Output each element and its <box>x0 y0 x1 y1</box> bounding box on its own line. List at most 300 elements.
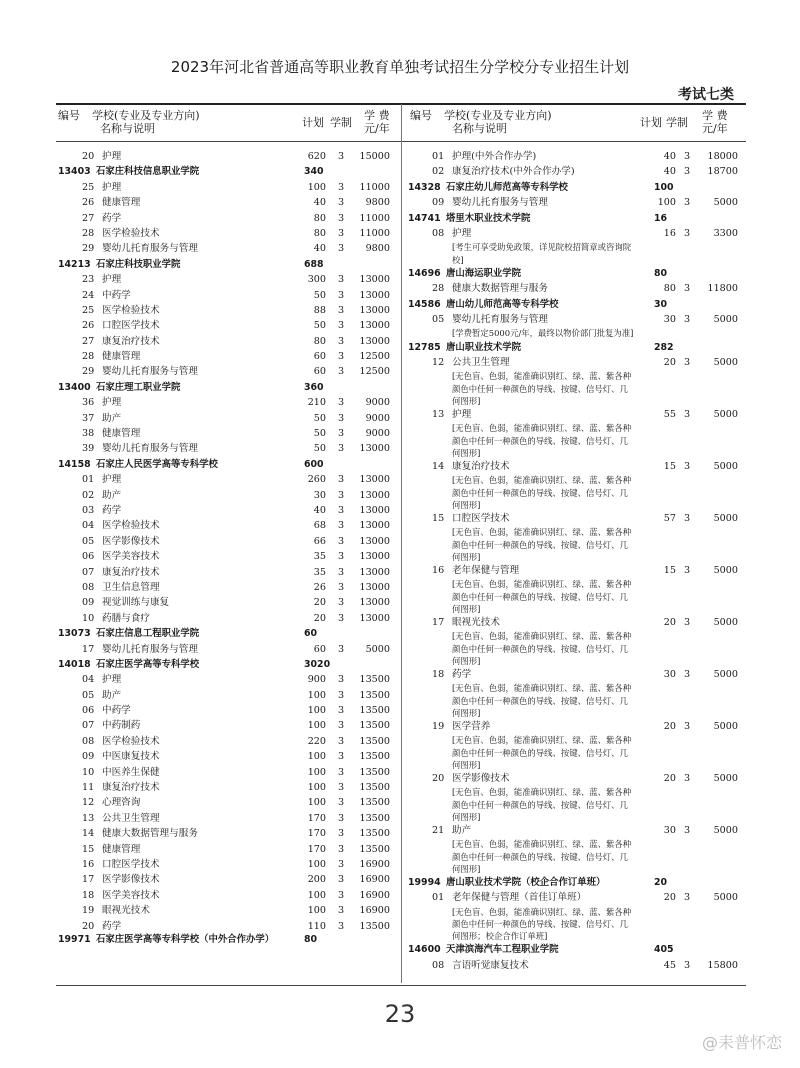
major-years: 3 <box>338 581 345 593</box>
school-name: 塔里木职业技术学院 <box>446 212 531 224</box>
major-num: 08 <box>432 227 445 239</box>
major-num: 29 <box>82 243 95 255</box>
major-plan: 20 <box>663 772 676 784</box>
major-years: 3 <box>684 151 691 162</box>
major-fee: 13500 <box>359 766 390 778</box>
major-note: [无色盲、色弱，能准确识别红、绿、蓝、紫各种颜色中任何一种颜色的导线、按键、信号灯、几何图形] <box>452 683 632 718</box>
major-years: 3 <box>684 892 691 904</box>
major-num: 04 <box>82 674 95 686</box>
major-fee: 9000 <box>365 397 390 409</box>
major-name: 老年保健与管理 <box>452 564 520 576</box>
major-num: 09 <box>82 751 95 763</box>
major-fee: 5000 <box>713 313 738 325</box>
major-fee: 9800 <box>365 197 390 209</box>
major-row <box>58 565 398 580</box>
major-plan: 50 <box>313 320 326 332</box>
major-years: 3 <box>338 443 345 455</box>
major-num: 39 <box>82 443 95 455</box>
major-fee: 9800 <box>365 243 390 255</box>
major-plan: 15 <box>663 460 676 472</box>
major-fee: 13000 <box>359 551 390 563</box>
major-years: 3 <box>338 597 345 609</box>
major-years: 3 <box>338 782 345 794</box>
major-plan: 300 <box>307 274 326 286</box>
major-years: 3 <box>338 751 345 763</box>
major-years: 3 <box>684 720 691 732</box>
school-name: 石家庄幼儿师范高等专科学校 <box>446 181 568 193</box>
major-row <box>58 703 398 718</box>
major-years: 3 <box>338 304 345 316</box>
major-plan: 100 <box>307 782 326 794</box>
major-fee: 13000 <box>359 520 390 532</box>
major-row <box>58 611 398 626</box>
major-note: [无色盲、色弱，能准确识别红、绿、蓝、紫各种颜色中任何一种颜色的导线、按键、信号灯、几何图形] <box>452 631 632 666</box>
major-plan: 40 <box>313 243 326 255</box>
major-fee: 18700 <box>707 166 738 178</box>
major-plan: 30 <box>313 489 326 501</box>
major-num: 28 <box>82 227 95 239</box>
major-years: 3 <box>338 197 345 209</box>
major-plan: 100 <box>307 751 326 763</box>
major-row <box>408 563 746 578</box>
major-name: 婴幼儿托育服务与管理 <box>102 443 198 455</box>
school-name: 石家庄信息工程职业学院 <box>96 628 200 640</box>
major-name: 健康管理 <box>102 428 141 440</box>
major-fee: 13000 <box>359 581 390 593</box>
major-years: 3 <box>684 668 691 680</box>
major-name: 医学影像技术 <box>452 772 510 784</box>
major-name: 视觉训练与康复 <box>102 597 170 609</box>
major-fee: 5000 <box>713 772 738 784</box>
school-row <box>408 297 746 312</box>
major-plan: 100 <box>307 720 326 732</box>
major-num: 28 <box>432 283 445 295</box>
major-plan: 100 <box>657 197 676 209</box>
major-name: 公共卫生管理 <box>452 356 510 368</box>
major-plan: 50 <box>313 443 326 455</box>
page-title: 2023年河北省普通高等职业教育单独考试招生分学校分专业招生计划 <box>170 58 630 76</box>
major-fee: 16900 <box>359 889 390 901</box>
major-row <box>58 441 398 456</box>
major-plan: 60 <box>313 351 326 363</box>
major-note: [无色盲、色弱，能准确识别红、绿、蓝、紫各种颜色中任何一种颜色的导线、按键、信号灯、几何图形] <box>452 371 632 406</box>
major-years: 3 <box>338 674 345 686</box>
column-divider <box>401 104 402 983</box>
major-fee: 13500 <box>359 674 390 686</box>
major-fee: 5000 <box>713 668 738 680</box>
major-plan: 100 <box>307 858 326 870</box>
major-num: 01 <box>82 474 95 486</box>
major-fee: 13000 <box>359 320 390 332</box>
header-school-left <box>92 109 200 135</box>
major-years: 3 <box>684 460 691 472</box>
school-code: 14696 <box>408 267 441 279</box>
major-plan: 60 <box>313 366 326 378</box>
major-row <box>408 149 746 164</box>
school-row <box>408 942 746 957</box>
major-name: 医学检验技术 <box>102 520 160 532</box>
major-fee: 16900 <box>359 874 390 886</box>
major-name: 心理咨询 <box>102 797 141 809</box>
major-fee: 5000 <box>713 408 738 420</box>
school-plan-total: 340 <box>304 166 324 178</box>
major-name: 中医养生保健 <box>102 766 160 778</box>
major-plan: 110 <box>307 920 326 932</box>
major-num: 15 <box>82 843 95 855</box>
major-years: 3 <box>684 356 691 368</box>
major-row <box>58 411 398 426</box>
major-plan: 200 <box>307 874 326 886</box>
major-plan: 88 <box>313 304 326 316</box>
major-name: 医学检验技术 <box>102 227 160 239</box>
major-name: 药膳与食疗 <box>102 612 150 624</box>
major-fee: 13000 <box>359 443 390 455</box>
major-num: 14 <box>82 828 95 840</box>
major-num: 37 <box>82 412 95 424</box>
major-fee: 12500 <box>359 351 390 363</box>
major-row <box>58 364 398 379</box>
header-plan-left: 计划 <box>302 116 324 129</box>
left-column <box>58 149 398 948</box>
header-fee-right <box>702 109 728 135</box>
school-code: 13073 <box>58 628 91 640</box>
major-plan: 60 <box>313 643 326 655</box>
school-row <box>58 257 398 272</box>
school-name: 唐山职业技术学院 <box>446 341 522 353</box>
header-fee-unit: 元/年 <box>364 122 390 135</box>
major-plan: 40 <box>313 197 326 209</box>
major-row <box>58 642 398 657</box>
major-plan: 50 <box>313 428 326 440</box>
major-plan: 55 <box>663 408 676 420</box>
major-name: 医学检验技术 <box>102 735 160 747</box>
major-fee: 13000 <box>359 274 390 286</box>
school-plan-total: 20 <box>654 876 668 888</box>
major-fee: 5000 <box>713 892 738 904</box>
school-code: 14600 <box>408 944 441 956</box>
major-name: 护理 <box>102 674 122 686</box>
major-num: 18 <box>82 889 95 901</box>
major-fee: 13000 <box>359 566 390 578</box>
major-name: 康复治疗技术 <box>102 782 160 794</box>
major-fee: 9000 <box>365 412 390 424</box>
school-plan-total: 405 <box>654 944 674 956</box>
major-name: 健康管理 <box>102 351 141 363</box>
major-name: 医学影像技术 <box>102 874 160 886</box>
school-code: 14213 <box>58 258 91 270</box>
major-plan: 40 <box>313 504 326 516</box>
major-num: 14 <box>432 460 445 472</box>
major-row <box>58 919 398 934</box>
major-row <box>58 349 398 364</box>
major-num: 21 <box>432 824 445 836</box>
major-fee: 3300 <box>713 227 738 239</box>
major-plan: 100 <box>307 181 326 193</box>
major-years: 3 <box>338 520 345 532</box>
major-years: 3 <box>684 408 691 420</box>
major-years: 3 <box>338 212 345 224</box>
major-row <box>58 272 398 287</box>
major-fee: 5000 <box>713 824 738 836</box>
major-row <box>58 226 398 241</box>
major-years: 3 <box>338 289 345 301</box>
major-num: 01 <box>432 151 445 162</box>
major-row <box>408 511 746 526</box>
major-num: 19 <box>432 720 445 732</box>
header-code-left: 编号 <box>58 109 80 122</box>
major-row <box>58 149 398 164</box>
major-fee: 13500 <box>359 843 390 855</box>
major-num: 17 <box>432 616 445 628</box>
major-name: 药学 <box>452 668 472 680</box>
major-years: 3 <box>338 535 345 547</box>
major-name: 药学 <box>102 920 122 932</box>
major-plan: 20 <box>663 356 676 368</box>
major-name: 护理 <box>102 474 122 486</box>
school-row <box>408 211 746 226</box>
major-num: 26 <box>82 197 95 209</box>
major-plan: 40 <box>663 166 676 178</box>
major-years: 3 <box>338 797 345 809</box>
major-plan: 170 <box>307 843 326 855</box>
major-row <box>58 795 398 810</box>
major-row <box>408 312 746 327</box>
major-note: [学费暂定5000元/年，最终以物价部门批复为准] <box>452 328 634 339</box>
major-plan: 50 <box>313 412 326 424</box>
major-num: 08 <box>82 581 95 593</box>
major-name: 护理 <box>102 397 122 409</box>
header-plan-right: 计划 <box>640 116 662 129</box>
header-fee-label: 学 费 <box>364 109 390 122</box>
header-code-right: 编号 <box>410 109 432 122</box>
major-fee: 11000 <box>359 181 390 193</box>
major-fee: 13500 <box>359 735 390 747</box>
school-name: 石家庄医学高等专科学校 <box>96 658 200 670</box>
major-years: 3 <box>338 643 345 655</box>
major-num: 13 <box>432 408 445 420</box>
major-num: 27 <box>82 335 95 347</box>
school-row <box>58 657 398 672</box>
major-plan: 220 <box>307 735 326 747</box>
major-plan: 80 <box>313 212 326 224</box>
major-name: 康复治疗技术(中外合作办学) <box>452 166 575 178</box>
major-name: 眼视光技术 <box>452 616 500 628</box>
major-name: 康复治疗技术 <box>102 335 160 347</box>
major-years: 3 <box>338 705 345 717</box>
major-fee: 13500 <box>359 705 390 717</box>
major-fee: 11000 <box>359 227 390 239</box>
major-row <box>58 749 398 764</box>
major-years: 3 <box>338 812 345 824</box>
major-num: 16 <box>432 564 445 576</box>
major-name: 医学检验技术 <box>102 304 160 316</box>
major-years: 3 <box>684 313 691 325</box>
major-years: 3 <box>338 489 345 501</box>
major-name: 药学 <box>102 504 122 516</box>
major-fee: 13500 <box>359 782 390 794</box>
major-row <box>408 281 746 296</box>
right-column <box>408 149 746 973</box>
major-name: 中药学 <box>102 289 131 301</box>
major-name: 医学营养 <box>452 720 491 732</box>
major-name: 助产 <box>102 489 122 501</box>
major-plan: 35 <box>313 551 326 563</box>
school-code: 14586 <box>408 298 441 310</box>
major-fee: 13000 <box>359 489 390 501</box>
major-fee: 5000 <box>713 720 738 732</box>
major-num: 05 <box>432 313 445 325</box>
major-row <box>58 857 398 872</box>
major-plan: 620 <box>307 151 326 162</box>
major-row <box>408 771 746 786</box>
school-code: 14158 <box>58 458 91 470</box>
major-years: 3 <box>338 889 345 901</box>
header-school-label: 学校(专业及专业方向) <box>92 109 200 122</box>
major-years: 3 <box>338 858 345 870</box>
major-name: 护理(中外合作办学) <box>452 151 537 162</box>
major-years: 3 <box>338 227 345 239</box>
major-name: 护理 <box>452 227 472 239</box>
school-code: 14741 <box>408 212 441 224</box>
school-code: 12785 <box>408 341 441 353</box>
major-name: 公共卫生管理 <box>102 812 160 824</box>
major-name: 老年保健与管理（首佳订单班） <box>452 892 587 904</box>
school-row <box>408 180 746 195</box>
major-years: 3 <box>338 920 345 932</box>
major-row <box>58 688 398 703</box>
header-school-right <box>444 109 552 135</box>
major-row <box>58 826 398 841</box>
major-name: 眼视光技术 <box>102 905 150 917</box>
bottom-rule <box>56 985 746 986</box>
major-plan: 80 <box>313 335 326 347</box>
school-row <box>58 626 398 641</box>
header-years-right: 学制 <box>666 116 688 129</box>
major-row <box>58 734 398 749</box>
major-row <box>408 226 746 241</box>
major-plan: 900 <box>307 674 326 686</box>
major-row <box>408 355 746 370</box>
school-plan-total: 80 <box>304 933 318 945</box>
major-num: 12 <box>82 797 95 809</box>
major-fee: 13000 <box>359 304 390 316</box>
major-num: 03 <box>82 504 95 516</box>
major-note: [无色盲、色弱，能准确识别红、绿、蓝、紫各种颜色中任何一种颜色的导线、按键、信号灯、几何图形] <box>452 423 632 458</box>
major-row <box>58 811 398 826</box>
major-fee: 13500 <box>359 828 390 840</box>
major-row <box>58 211 398 226</box>
major-years: 3 <box>684 564 691 576</box>
header-fee-unit: 元/年 <box>702 122 728 135</box>
major-num: 26 <box>82 320 95 332</box>
major-row <box>408 667 746 682</box>
major-row <box>58 903 398 918</box>
school-plan-total: 3020 <box>304 658 331 670</box>
school-row <box>58 934 398 948</box>
major-plan: 40 <box>663 151 676 162</box>
major-years: 3 <box>338 181 345 193</box>
major-row <box>58 549 398 564</box>
major-fee: 15000 <box>359 151 390 162</box>
major-plan: 210 <box>307 397 326 409</box>
major-num: 11 <box>82 782 95 794</box>
school-plan-total: 600 <box>304 458 324 470</box>
major-fee: 13000 <box>359 535 390 547</box>
major-plan: 170 <box>307 828 326 840</box>
major-num: 08 <box>432 959 445 971</box>
major-plan: 15 <box>663 564 676 576</box>
major-years: 3 <box>684 772 691 784</box>
major-num: 23 <box>82 274 95 286</box>
major-num: 04 <box>82 520 95 532</box>
school-name: 唐山幼儿师范高等专科学校 <box>446 298 559 310</box>
major-years: 3 <box>684 616 691 628</box>
major-years: 3 <box>338 766 345 778</box>
major-num: 05 <box>82 535 95 547</box>
major-name: 医学美容技术 <box>102 551 160 563</box>
major-num: 16 <box>82 858 95 870</box>
major-years: 3 <box>338 320 345 332</box>
school-plan-total: 688 <box>304 258 324 270</box>
major-row <box>58 334 398 349</box>
major-row <box>58 488 398 503</box>
major-fee: 13500 <box>359 751 390 763</box>
major-num: 02 <box>432 166 445 178</box>
major-row <box>58 503 398 518</box>
major-years: 3 <box>338 428 345 440</box>
major-name: 中药学 <box>102 705 131 717</box>
major-plan: 80 <box>313 227 326 239</box>
school-row <box>408 340 746 355</box>
school-plan-total: 282 <box>654 341 674 353</box>
major-years: 3 <box>684 512 691 524</box>
major-name: 健康管理 <box>102 843 141 855</box>
major-name: 婴幼儿托育服务与管理 <box>102 643 198 655</box>
school-name: 石家庄科技职业学院 <box>96 258 181 270</box>
major-plan: 20 <box>663 892 676 904</box>
school-plan-total: 16 <box>654 212 668 224</box>
school-code: 19994 <box>408 876 441 888</box>
major-num: 29 <box>82 366 95 378</box>
major-num: 19 <box>82 905 95 917</box>
major-fee: 13500 <box>359 812 390 824</box>
major-num: 28 <box>82 351 95 363</box>
school-plan-total: 60 <box>304 628 318 640</box>
major-row <box>58 395 398 410</box>
school-plan-total: 360 <box>304 381 324 393</box>
major-name: 护理 <box>102 274 122 286</box>
major-name: 护理 <box>102 151 122 162</box>
major-years: 3 <box>684 283 691 295</box>
school-plan-total: 30 <box>654 298 668 310</box>
major-fee: 13500 <box>359 797 390 809</box>
header-fee-label: 学 费 <box>702 109 728 122</box>
major-row <box>58 241 398 256</box>
major-fee: 5000 <box>713 197 738 209</box>
major-years: 3 <box>338 351 345 363</box>
major-num: 07 <box>82 566 95 578</box>
header-school-sub: 名称与说明 <box>452 122 507 135</box>
major-plan: 26 <box>313 581 326 593</box>
major-num: 20 <box>82 151 95 162</box>
major-num: 17 <box>82 643 95 655</box>
school-name: 石家庄人民医学高等专科学校 <box>96 458 218 470</box>
major-fee: 13000 <box>359 335 390 347</box>
school-code: 13403 <box>58 166 91 178</box>
major-years: 3 <box>684 166 691 178</box>
major-num: 08 <box>82 735 95 747</box>
major-plan: 30 <box>663 668 676 680</box>
